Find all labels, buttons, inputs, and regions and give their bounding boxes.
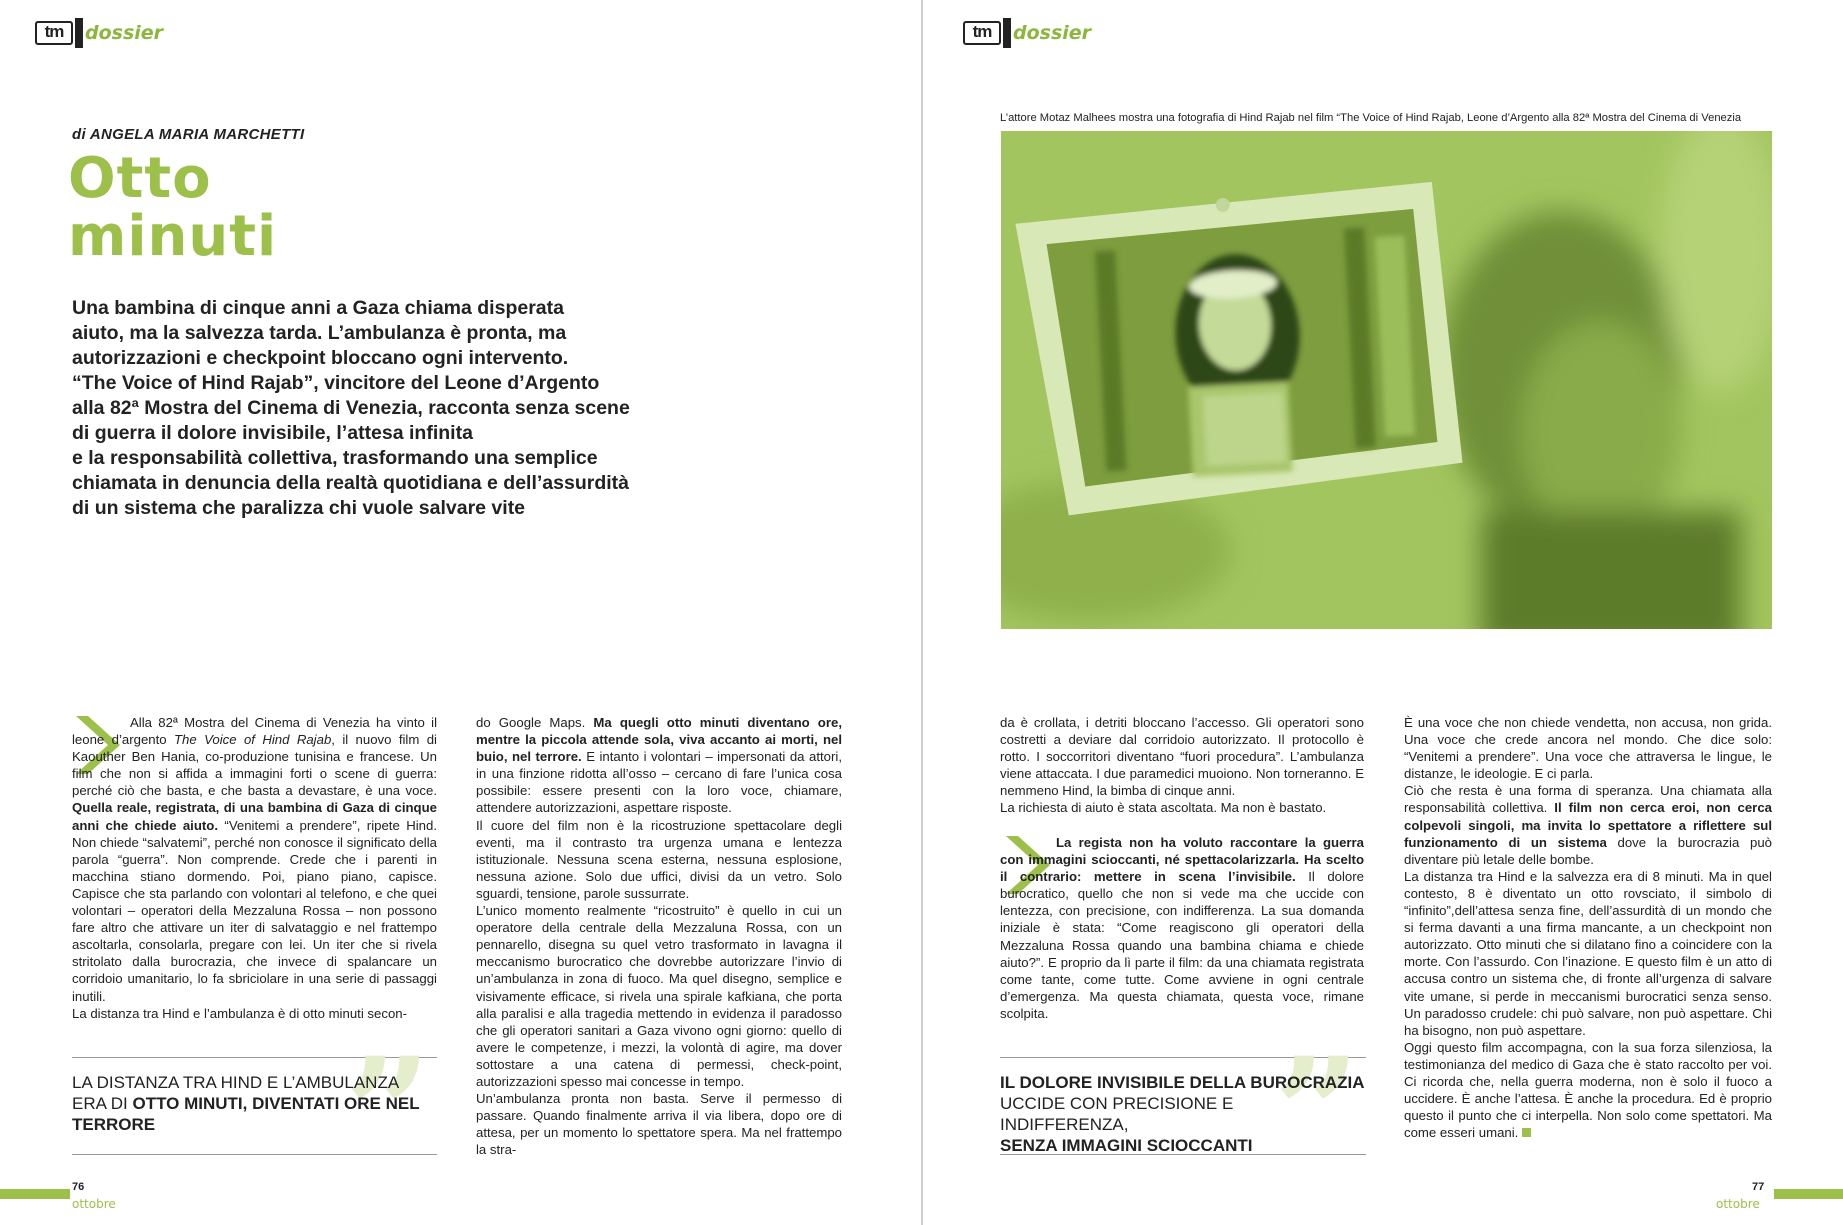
section-label: dossier	[85, 22, 164, 44]
film-still-image	[1001, 131, 1772, 629]
page-number: 76	[72, 1181, 85, 1193]
text-span: Oggi questo film accompagna, con la sua forza silenziosa, la testimonianza del medico di Gaza che è stato raccolto per voi. Ci ricorda che, nella guerra moderna, non è solo il fuoco a uccidere. È anche l’attesa. È anche la procedura. Ed è proprio questo il punto che ci interpella. Non solo come spettatori. Ma come esseri umani.	[1404, 1039, 1772, 1141]
text-span: dove la burocrazia può diventare più letale delle bombe.	[1404, 834, 1772, 867]
pull-line: LA DISTANZA TRA HIND E L’AMBULANZA	[72, 1073, 400, 1092]
lead-line: di guerra il dolore invisibile, l’attesa infinita	[72, 422, 473, 444]
lead-line: “The Voice of Hind Rajab”, vincitore del Leone d’Argento	[72, 372, 600, 394]
paragraph: da è crollata, i detriti bloccano l’accesso. Gli operatori sono costretti a deviare dal corridoio autorizzato. Il protocollo è rotto. I soccorritori diventano “fuori procedura”. L’ambulanza viene attaccata. I due paramedici muoiono. Non torneranno. E nemmeno Hind, la bimba di cinque anni.	[1000, 715, 1364, 799]
pull-quote-right	[1000, 1025, 1366, 1201]
page-number: 77	[1752, 1181, 1765, 1193]
paragraph	[1404, 1039, 1772, 1142]
left-page	[0, 0, 920, 1225]
lead-line: Una bambina di cinque anni a Gaza chiama disperata	[72, 297, 564, 319]
double-quote-icon: ”	[1273, 1025, 1360, 1201]
text-span: “Venitemi a prendere”, ripete Hind. Non chiede “salvatemi”, perché non conosce il significato della parola “guerra”. Non comprende. Crede che i parenti in macchina stiano dormendo. Poi, piano piano, capisce. Capisce che sta parlando con volontari al telefono, e che quei volontari – operatori della Mezzaluna Rossa – non possono fare altro che attivare un iter di salvataggio e nel frattempo ascoltarla, consolarla, pregare con lei. Un iter che si rivela stritolato dalla burocrazia, che invece di spalancare un corridoio umanitario, lo fa sbriciolare in una serie di passaggi inutili.	[72, 817, 437, 1004]
text-column-3	[1000, 714, 1364, 817]
text-column-4	[1404, 714, 1772, 1141]
folio-bar	[1774, 1189, 1843, 1199]
text-span: ERA DI	[72, 1094, 133, 1113]
text-column-3b	[1000, 834, 1364, 1022]
pull-quote-text	[1000, 1072, 1366, 1156]
lead-line: e la responsabilità collettiva, trasformando una semplice	[72, 447, 598, 469]
paragraph: La distanza tra Hind e l’ambulanza è di otto minuti secon-	[72, 1005, 407, 1021]
magazine-logo	[963, 22, 1091, 44]
magazine-logo	[35, 22, 163, 44]
lead-line: chiamata in denuncia della realtà quotidiana e dell’assurdità	[72, 472, 629, 494]
double-quote-icon: ”	[344, 1025, 431, 1201]
lead-paragraph	[72, 296, 712, 521]
paragraph	[476, 714, 842, 817]
bold-span: Ma quegli otto minuti diventano ore, mentre la piccola attende sola, viva accanto ai morti, nel buio, nel terrore.	[476, 715, 842, 765]
lead-line: autorizzazioni e checkpoint bloccano ogni intervento.	[72, 347, 569, 369]
pull-line: IL DOLORE INVISIBILE DELLA BUROCRAZIA	[1000, 1073, 1365, 1092]
text-span: Ciò che resta è una forma di speranza. Una chiamata alla responsabilità collettiva.	[1404, 783, 1772, 816]
paragraph: Un’ambulanza pronta non basta. Serve il permesso di passare. Quando finalmente arriva il via libera, dopo ore di attesa, per un momento lo spettatore spera. Ma nel frattempo la stra-	[476, 1091, 842, 1158]
issue-month: ottobre	[1716, 1197, 1760, 1211]
pull-quote-text	[72, 1072, 437, 1135]
paragraph: È una voce che non chiede vendetta, non accusa, non grida. Una voce che crede ancora nel mondo. Che dice solo: “Venitemi a prendere”. Una voce che attraversa le lingue, le distanze, le ideologie. E ci parla.	[1404, 715, 1772, 782]
text-span: E intanto i volontari – impersonati da attori, in una finzione ridotta all’osso – cercano di fare l’unica cosa possibile: essere presenti con la loro voce, chiamare, attendere autorizzazioni, aspettare risposte.	[476, 749, 842, 816]
pull-line	[72, 1093, 437, 1135]
paragraph	[72, 714, 437, 1005]
article-title	[68, 146, 278, 269]
logo-bar	[1003, 18, 1011, 48]
bold-span: Quella reale, registrata, di una bambina di Gaza di cinque anni che chiede aiuto.	[72, 800, 437, 833]
section-label: dossier	[1013, 22, 1092, 44]
logo-tm: tm	[963, 21, 1001, 45]
paragraph: Il cuore del film non è la ricostruzione spettacolare degli eventi, ma il contrasto tra urgenza umana e lentezza istituzionale. Nessuna scena esterna, nessuna esplosione, nessuna azione. Solo due uffici, divisi da un vetro. Solo sguardi, tensione, parole sussurrate.	[476, 817, 842, 901]
pull-line: SENZA IMMAGINI SCIOCCANTI	[1000, 1136, 1253, 1155]
text-span: Il dolore burocratico, quello che non si vede ma che uccide con lentezza, con precisione, con indifferenza. La sua domanda iniziale è stata: “Come reagiscono gli operatori della Mezzaluna Rossa quando una bambina chiama e chiede aiuto?”. E proprio da lì parte il film: da una chiamata registrata come tante, come tutte. Come avviene in ogni centrale d’emergenza. Ma questa chiamata, questa voce, rimane scolpita.	[1000, 869, 1364, 1021]
bold-span: Il film non cerca eroi, non cerca colpevoli singoli, ma invita lo spettatore a riflettere sul funzionamento di un sistema	[1404, 800, 1772, 850]
lead-line: alla 82ª Mostra del Cinema di Venezia, racconta senza scene	[72, 397, 630, 419]
logo-tm: tm	[35, 21, 73, 45]
issue-month: ottobre	[72, 1197, 116, 1211]
lead-line: aiuto, ma la salvezza tarda. L’ambulanza è pronta, ma	[72, 322, 567, 344]
text-span: , il nuovo film di Kaouther Ben Hania, co-produzione tunisina e francese. Un film che non si affida a immagini forti o scene di guerra: perché ciò che basta, e che basta a devastare, è una voce.	[72, 732, 437, 799]
photo-caption: L’attore Motaz Malhees mostra una fotografia di Hind Rajab nel film “The Voice of Hind Rajab, Leone d’Argento alla 82ª Mostra del Cinema di Venezia	[1000, 112, 1742, 124]
title-line-1: Otto	[68, 146, 212, 211]
text-column-1	[72, 714, 437, 1022]
bold-span: OTTO MINUTI, DIVENTATI ORE NEL TERRORE	[72, 1094, 420, 1134]
bold-span: La regista non ha voluto raccontare la guerra con immagini scioccanti, né spettacolarizzarla. Ha scelto il contrario: mettere in scena l’invisibile.	[1000, 835, 1364, 885]
text-column-2	[476, 714, 842, 1158]
pull-line: UCCIDE CON PRECISIONE E INDIFFERENZA,	[1000, 1094, 1234, 1134]
paragraph: La distanza tra Hind e la salvezza era di 8 minuti. Ma in quel contesto, 8 è diventato un otto rovsciato, il simbolo di “infinito”,dell’attesa senza fine, dell’assurdità di un mondo che si ferma davanti a una firma mancante, a un checkpoint non autorizzato. Otto minuti che si dilatano fino a coincidere con la morte. Con l’assurdo. Con l’inazione. E questo film è un atto di accusa contro un sistema che, di fronte all’urgenza di salvare vite umane, si perde in meccanismi burocratici senza senso. Un paradosso crudele: chi può salvare, non può aspettare. Chi ha bisogno, non può aspettare.	[1404, 868, 1772, 1038]
paragraph: L’unico momento realmente “ricostruito” è quello in cui un operatore della centrale della Mezzaluna Rossa, con un pennarello, disegna su quel vetro trasformato in lavagna il meccanismo burocratico che dovrebbe autorizzare l’invio di un’ambulanza in zona di fuoco. Ma quel disegno, semplice e visivamente efficace, si rivela una spirale kafkiana, che porta alla paralisi e alla tragedia mettendo in evidenza il paradosso che gli operatori sanitari a Gaza vivono ogni giorno: quello di avere le competenze, i mezzi, la volontà di agire, ma dover sottostare a una catena di permessi, check-point, autorizzazioni spesso mai concesse in tempo.	[476, 903, 842, 1089]
folio-bar	[0, 1189, 70, 1199]
lead-line: di un sistema che paralizza chi vuole salvare vite	[72, 497, 526, 519]
film-title-italic: The Voice of Hind Rajab	[174, 732, 332, 748]
paragraph	[1404, 782, 1772, 867]
film-still-photo	[1001, 131, 1772, 629]
byline: di ANGELA MARIA MARCHETTI	[72, 126, 305, 143]
text-span: Alla 82ª Mostra del Cinema di Venezia ha vinto il leone d’argento	[72, 715, 437, 748]
title-line-2: minuti	[68, 204, 278, 269]
logo-bar	[75, 18, 83, 48]
end-mark-icon	[1522, 1128, 1531, 1137]
text-span: do Google Maps.	[476, 715, 594, 730]
paragraph: La richiesta di aiuto è stata ascoltata. Ma non è bastato.	[1000, 800, 1327, 816]
paragraph	[1000, 834, 1364, 1022]
